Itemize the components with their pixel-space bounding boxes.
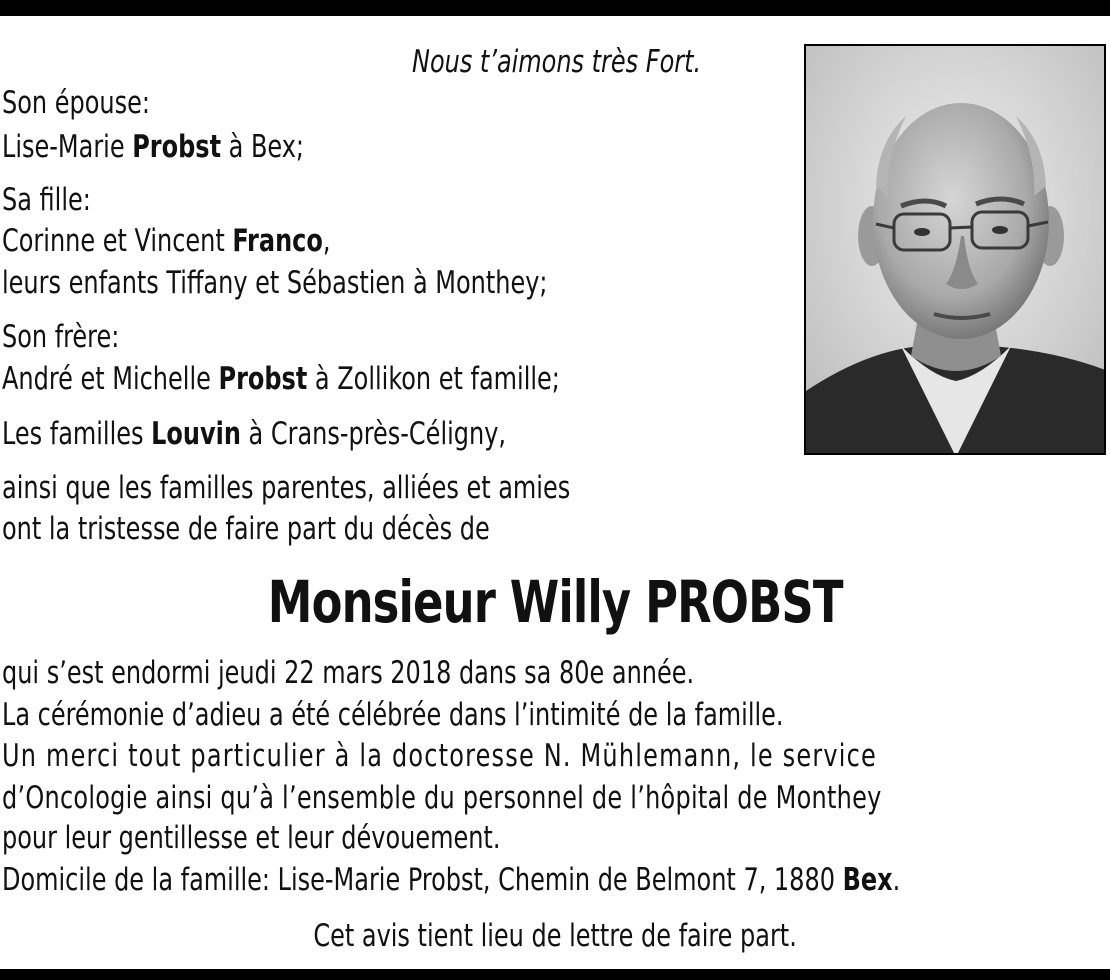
brother-line: [2, 361, 560, 397]
spouse-last: Probst: [132, 129, 222, 165]
domicile-text: Domicile de la famille: Lise-Marie Probst, Chemin de Belmont 7, 1880: [2, 862, 835, 898]
brother-first: André et Michelle: [2, 361, 211, 397]
motto: Nous t’aimons très Fort.: [412, 44, 702, 80]
closing: [0, 918, 1110, 954]
domicile-punct: .: [892, 862, 901, 898]
body-line-1: qui s’est endormi jeudi 22 mars 2018 dans sa 80e année.: [2, 655, 695, 691]
daughter-punct: ,: [322, 223, 331, 259]
grandchildren-line: leurs enfants Tiffany et Sébastien à Monthey;: [2, 265, 548, 301]
daughter-line: [2, 223, 330, 259]
deceased-name-text: Monsieur Willy PROBST: [267, 568, 843, 636]
families-line: [2, 416, 506, 452]
families-prefix: Les familles: [2, 416, 144, 452]
top-rule: [0, 0, 1110, 16]
brother-heading: Son frère:: [2, 319, 120, 355]
closing-text: Cet avis tient lieu de lettre de faire part.: [313, 918, 797, 954]
daughter-last: Franco: [232, 223, 323, 259]
body-line-5: pour leur gentillesse et leur dévouement.: [2, 820, 501, 856]
spouse-line: [2, 129, 304, 165]
body-line-2: La cérémonie d’adieu a été célébrée dans l’intimité de la famille.: [2, 697, 784, 733]
families-name: Louvin: [151, 416, 241, 452]
spouse-first: Lise-Marie: [2, 129, 125, 165]
body-line-4: d’Oncologie ainsi qu’à l’ensemble du personnel de l’hôpital de Monthey: [2, 780, 882, 816]
daughter-first: Corinne et Vincent: [2, 223, 225, 259]
families-place: à Crans-près-Céligny,: [248, 416, 507, 452]
portrait-photo-icon: [806, 46, 1106, 455]
domicile-line: [2, 862, 900, 898]
relatives-line-2: ont la tristesse de faire part du décès de: [2, 511, 490, 547]
spouse-heading: Son épouse:: [2, 85, 150, 121]
bottom-rule: [0, 969, 1110, 980]
deceased-name: [0, 570, 1110, 634]
domicile-city: Bex: [842, 862, 893, 898]
brother-last: Probst: [218, 361, 308, 397]
relatives-line-1: ainsi que les familles parentes, alliées et amies: [2, 470, 571, 506]
body-line-3: Un merci tout particulier à la doctoresse N. Mühlemann, le service: [2, 738, 878, 774]
daughter-heading: Sa fille:: [2, 182, 91, 218]
spouse-place: à Bex;: [228, 129, 305, 165]
portrait-photo: [804, 44, 1106, 455]
brother-place: à Zollikon et famille;: [314, 361, 560, 397]
